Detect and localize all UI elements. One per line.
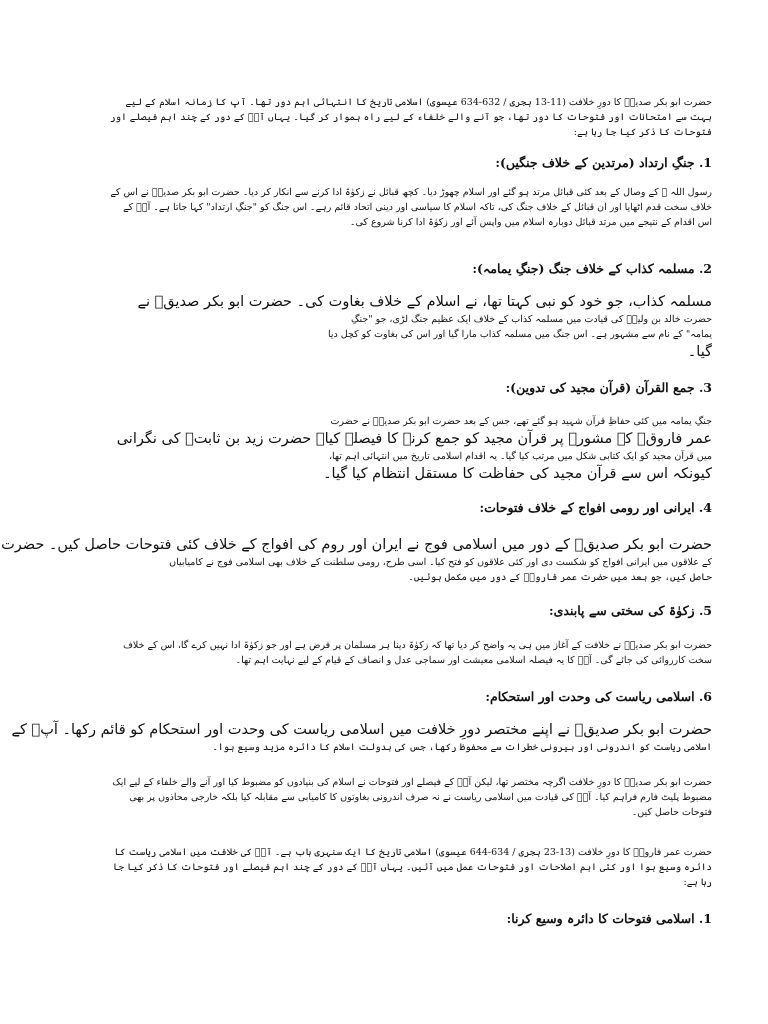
section-3-heading: 3. جمع القرآن (قرآن مجید کی تدوین):	[505, 380, 712, 395]
section-3-big-line: کیونکہ اس سے قرآن مجید کی حفاظت کا مستقل انتظام کیا گیا۔	[323, 466, 712, 482]
section-6-small-line: اسلامی ریاست کو اندرونی اور بیرونی خطرات سے محفوظ رکھا، جس کی بدولت اسلام کا دائرہ مزید وسیع ہوا۔	[212, 742, 712, 753]
last-section-heading: 1. اسلامی فتوحات کا دائرہ وسیع کرنا:	[506, 911, 712, 926]
section-3-big-line: عمر فاروقؓ کے مشورے پر قرآن مجید کو جمع کرنے کا فیصلہ کیا۔ حضرت زید بن ثابتؓ کی نگرانی	[116, 431, 712, 447]
section-4-small-line: کے علاقوں میں ایرانی افواج کو شکست دی اور کئی علاقوں کو فتح کیا۔ اسی طرح، رومی سلطنت کے خلاف بھی اسلامی فوج نے کامیابیاں	[169, 557, 712, 568]
section-1-heading: 1. جنگِ ارتداد (مرتدین کے خلاف جنگیں):	[495, 155, 712, 170]
section-1-body: رسول اللہ ﷺ کے وصال کے بعد کئی قبائل مرتد ہو گئے اور اسلام چھوڑ دیا۔ کچھ قبائل نے زکوٰۃ ادا کرنے سے انکار کر دیا۔ حضرت ابو بکر صدیقؓ نے اس کے خلاف سخت قدم اٹھایا اور ان قبائل کے خلاف جنگ کی، تاکہ اسلام کا سیاسی اور دینی اتحاد قائم رہے۔ اس جنگ کو "جنگِ ارتداد" کہا جاتا ہے۔ آپؓ کے اس اقدام کے نتیجے میں مرتد قبائل دوبارہ اسلام میں واپس آئے اور زکوٰۃ ادا کرنا شروع کی۔	[110, 187, 712, 228]
section-2-small-line: یمامہ" کے نام سے مشہور ہے۔ اس جنگ میں مسلمہ کذاب مارا گیا اور اس کی بغاوت کو کچل دیا	[327, 329, 712, 340]
section-2-small-line: حضرت خالد بن ولیدؓ کی قیادت میں مسلمہ کذاب کے خلاف ایک عظیم جنگ لڑی، جو "جنگِ	[350, 314, 712, 325]
section-2-heading: 2. مسلمہ کذاب کے خلاف جنگ (جنگِ یمامہ):	[472, 261, 712, 276]
section-6-body	[0, 720, 712, 755]
section-6-heading: 6. اسلامی ریاست کی وحدت اور استحکام:	[485, 689, 712, 704]
section-4-small-line: حاصل کیں، جو بعد میں حضرت عمر فاروقؓ کے دور میں مکمل ہوئیں۔	[408, 572, 712, 583]
section-2-big-end: گیا۔	[687, 344, 712, 360]
section-3-body	[108, 414, 712, 484]
section-4-heading: 4. ایرانی اور رومی افواج کے خلاف فتوحات:	[479, 500, 712, 515]
section-2-big-line: مسلمہ کذاب، جو خود کو نبی کہتا تھا، نے اسلام کے خلاف بغاوت کی۔ حضرت ابو بکر صدیقؓ نے	[137, 294, 712, 310]
section-6-big-line: حضرت ابو بکر صدیقؓ نے اپنے مختصر دورِ خلافت میں اسلامی ریاست کی وحدت اور استحکام کو قائم رکھا۔ آپؓ کے	[11, 722, 712, 738]
conclusion-paragraph: حضرت ابو بکر صدیقؓ کا دورِ خلافت اگرچہ مختصر تھا، لیکن آپؓ کے فیصلے اور فتوحات نے اسلام کی بنیادوں کو مضبوط کیا اور آنے والے خلفاء کے لیے ایک مضبوط پلیٹ فارم فراہم کیا۔ آپؓ کی قیادت میں اسلامی ریاست نے نہ صرف اندرونی بغاوتوں کا کامیابی سے مقابلہ کیا بلکہ خارجی محاذوں پر بھی فتوحات حاصل کیں۔	[112, 777, 712, 818]
umar-intro-paragraph: حضرت عمر فاروقؓ کا دورِ خلافت (13-23 ہجری / 634-644 عیسوی) اسلامی تاریخ کا ایک سنہری باب ہے۔ آپؓ کی خلافت میں اسلامی ریاست کا دائرہ وسیع ہوا اور کئی اہم اصلاحات اور فتوحات عمل میں آئیں۔ یہاں آپؓ کے دور کے چند اہم فیصلے اور فتوحات کا ذکر کیا جا رہا ہے:	[112, 847, 712, 888]
intro-paragraph: حضرت ابو بکر صدیقؓ کا دورِ خلافت (11-13 ہجری / 632-634 عیسوی) اسلامی تاریخ کا انتہائی اہم دور تھا۔ آپ کا زمانہ اسلام کے لیے بہت سے امتحانات اور فتوحات کا دور تھا، جو آنے والے خلفاء کے لیے راہ ہموار کر گیا۔ یہاں آپؓ کے دور کے چند اہم فیصلے اور فتوحات کا ذکر کیا جا رہا ہے:	[109, 97, 712, 138]
section-5-body: حضرت ابو بکر صدیقؓ نے خلافت کے آغاز میں ہی یہ واضح کر دیا تھا کہ زکوٰۃ دینا ہر مسلمان پر فرض ہے اور جو زکوٰۃ ادا نہیں کرے گا، اس کے خلاف سخت کارروائی کی جائے گی۔ آپؓ کا یہ فیصلہ اسلامی معیشت اور سماجی عدل و انصاف کے قیام کے لیے نہایت اہم تھا۔	[123, 640, 712, 666]
section-3-small-line: میں قرآن مجید کو ایک کتابی شکل میں مرتب کیا گیا۔ یہ اقدام اسلامی تاریخ میں انتہائی اہم تھا،	[328, 451, 712, 462]
section-4-body	[0, 535, 712, 585]
section-5-heading: 5. زکوٰۃ کی سختی سے پابندی:	[549, 603, 712, 618]
section-2-body	[108, 292, 712, 362]
section-4-big-line: حضرت ابو بکر صدیقؓ کے دور میں اسلامی فوج نے ایران اور روم کی افواج کے خلاف کئی فتوحات حاصل کیں۔ حضرت	[1, 537, 712, 553]
section-3-small-line: جنگِ یمامہ میں کئی حفاظِ قرآن شہید ہو گئے تھے، جس کے بعد حضرت ابو بکر صدیقؓ نے حضرت	[330, 416, 712, 427]
